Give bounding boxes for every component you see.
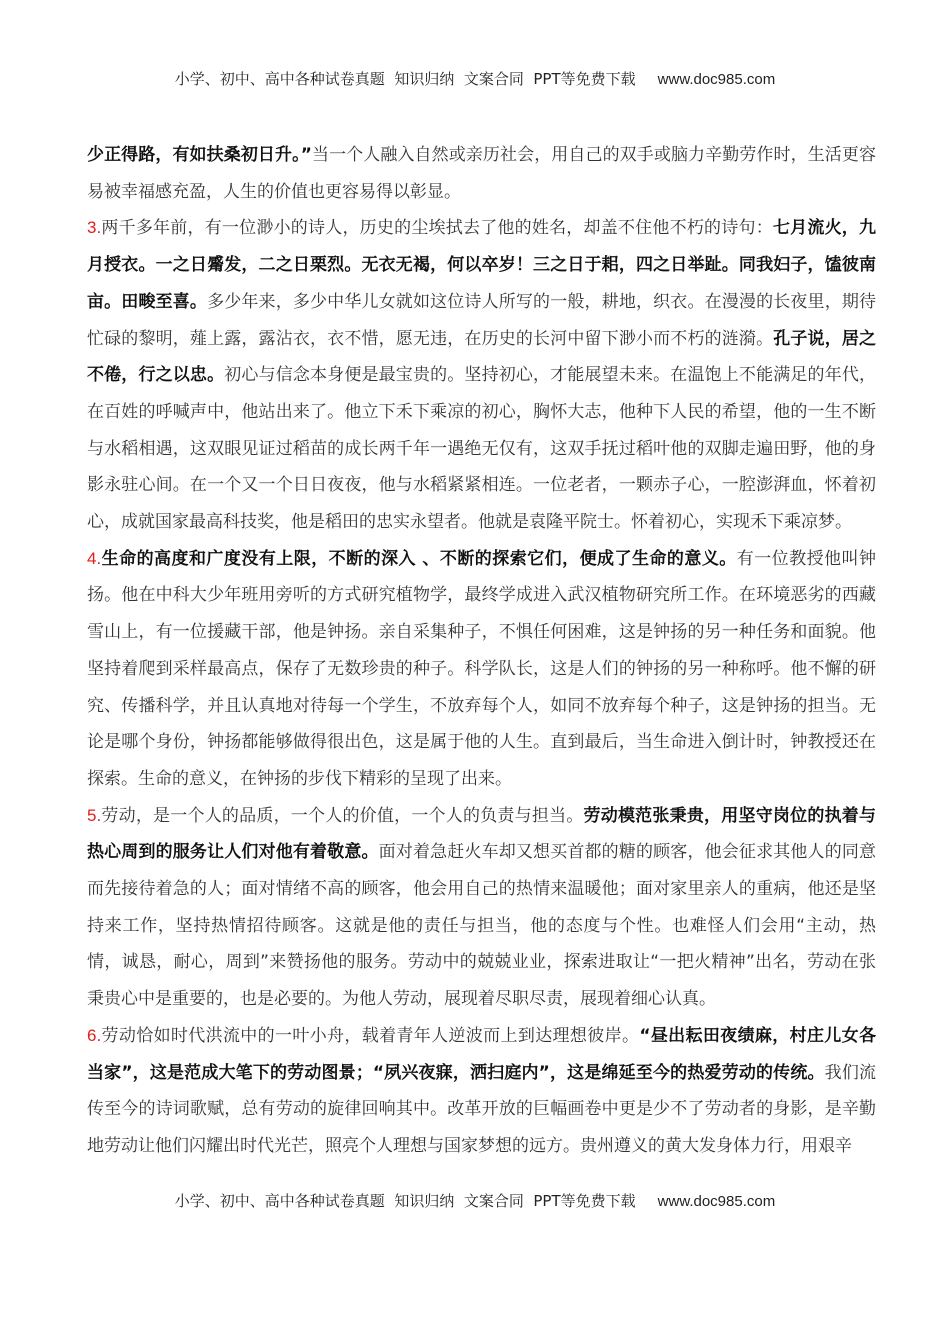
paragraph-number: 6. [87,1025,102,1045]
paragraph-number: 4. [87,548,102,568]
bold-quote-text: 少正得路，有如扶桑初日升。” [87,145,312,165]
paragraph [87,1018,876,1165]
bold-quote-text: 七月流火，九月授衣。一之日觱发，二之日栗烈。无衣无褐，何以卒岁！三之日于耜，四之日举趾。同我妇子，馌彼南亩。田畯至喜。 [87,218,877,312]
body-text: 劳动恰如时代洪流中的一叶小舟，载着青年人逆波而上到达理想彼岸。 [101,1025,640,1046]
body-text: 当一个人融入自然或亲历社会，用自己的双手或脑力辛勤劳作时，生活更容易被幸福感充盈，人生的价值也更容易得以彰显。 [87,145,876,202]
body-text: 有一位教授他叫钟扬。他在中科大少年班用旁听的方式研究植物学，最终学成进入武汉植物研究所工作。在环境恶劣的西藏雪山上，有一位援藏干部，他是钟扬。亲自采集种子，不惧任何困难，这是钟扬的另一种任务和面貌。他坚持着爬到采样最高点，保存了无数珍贵的种子。科学队长，这是人们的钟扬的另一种称呼。他不懈的研究、传播科学，并且认真地对待每一个学生，不放弃每个人，如同不放弃每个种子，这是钟扬的担当。无论是哪个身份，钟扬都能够做得很出色，这是属于他的人生。直到最后，当生命进入倒计时，钟教授还在探索。生命的意义，在钟扬的步伐下精彩的呈现了出来。 [87,548,876,789]
body-text: 多少年来，多少中华儿女就如这位诗人所写的一般，耕地，织衣。在漫漫的长夜里，期待忙碌的黎明，薤上露，露沾衣，衣不惜，愿无违，在历史的长河中留下渺小而不朽的涟漪。 [87,291,877,349]
body-text: 两千多年前，有一位渺小的诗人，历史的尘埃拭去了他的姓名，却盖不住他不朽的诗句： [101,218,773,239]
document-body [87,137,876,1165]
header-text: 小学、初中、高中各种试卷真题 知识归纳 文案合同 PPT等免费下载 [174,70,636,88]
body-text: 面对着急赶火车却又想买首都的糖的顾客，他会征求其他人的同意而先接待着急的人；面对情绪不高的顾客，他会用自己的热情来温暖他；面对家里亲人的重病，他还是坚持来工作，坚持热情招待顾客。这就是他的责任与担当，他的态度与个性。也难怪人们会用“主动，热情，诚恳，耐心，周到”来赞扬他的服务。劳动中的兢兢业业，探索进取让“一把火精神”出名，劳动在张秉贵心中是重要的，也是必要的。为他人劳动，展现着尽职尽责，展现着细心认真。 [87,842,877,1010]
page-header [0,68,950,89]
body-text: 我们流传至今的诗词歌赋，总有劳动的旋律回响其中。改革开放的巨幅画卷中更是少不了劳动者的身影，是辛勤地劳动让他们闪耀出时代光芒，照亮个人理想与国家梦想的远方。贵州遵义的黄大发身体力行，用艰辛 [87,1062,876,1156]
paragraph-number: 3. [87,218,102,238]
body-text: 初心与信念本身便是最宝贵的。坚持初心，才能展望未来。在温饱上不能满足的年代，在百姓的呼喊声中，他站出来了。他立下禾下乘凉的初心，胸怀大志，他种下人民的希望，他的一生不断与水稻相遇，这双眼见证过稻苗的成长两千年一遇绝无仅有，这双手抚过稻叶他的双脚走遍田野，他的身影永驻心间。在一个又一个日日夜夜，他与水稻紧紧相连。一位老者，一颗赤子心，一腔澎湃血，怀着初心，成就国家最高科技奖，他是稻田的忠实永望者。他就是袁隆平院士。怀着初心，实现禾下乘凉梦。 [87,365,877,533]
paragraph [87,798,876,1018]
footer-text: 小学、初中、高中各种试卷真题 知识归纳 文案合同 PPT等免费下载 [174,1192,636,1210]
paragraph-number: 5. [87,805,102,825]
bold-quote-text: 孔子说，居之不倦，行之以忠。 [87,328,877,386]
bold-quote-text: 劳动模范张秉贵，用坚守岗位的执着与热心周到的服务让人们对他有着敬意。 [87,805,877,863]
bold-quote-text: 生命的高度和广度没有上限，不断的深入 、不断的探索它们，便成了生命的意义。 [101,548,737,569]
footer-site-link[interactable]: www.doc985.com [657,1193,776,1210]
paragraph [87,210,876,540]
header-site-link[interactable]: www.doc985.com [657,71,776,88]
bold-quote-text: “昼出耘田夜绩麻，村庄儿女各当家”，这是范成大笔下的劳动图景；“夙兴夜寐，洒扫庭内”，这是绵延至今的热爱劳动的传统。 [87,1025,876,1083]
page-footer [0,1190,950,1211]
paragraph [87,137,876,210]
body-text: 劳动，是一个人的品质，一个人的价值，一个人的负责与担当。 [101,805,584,826]
paragraph [87,541,876,798]
